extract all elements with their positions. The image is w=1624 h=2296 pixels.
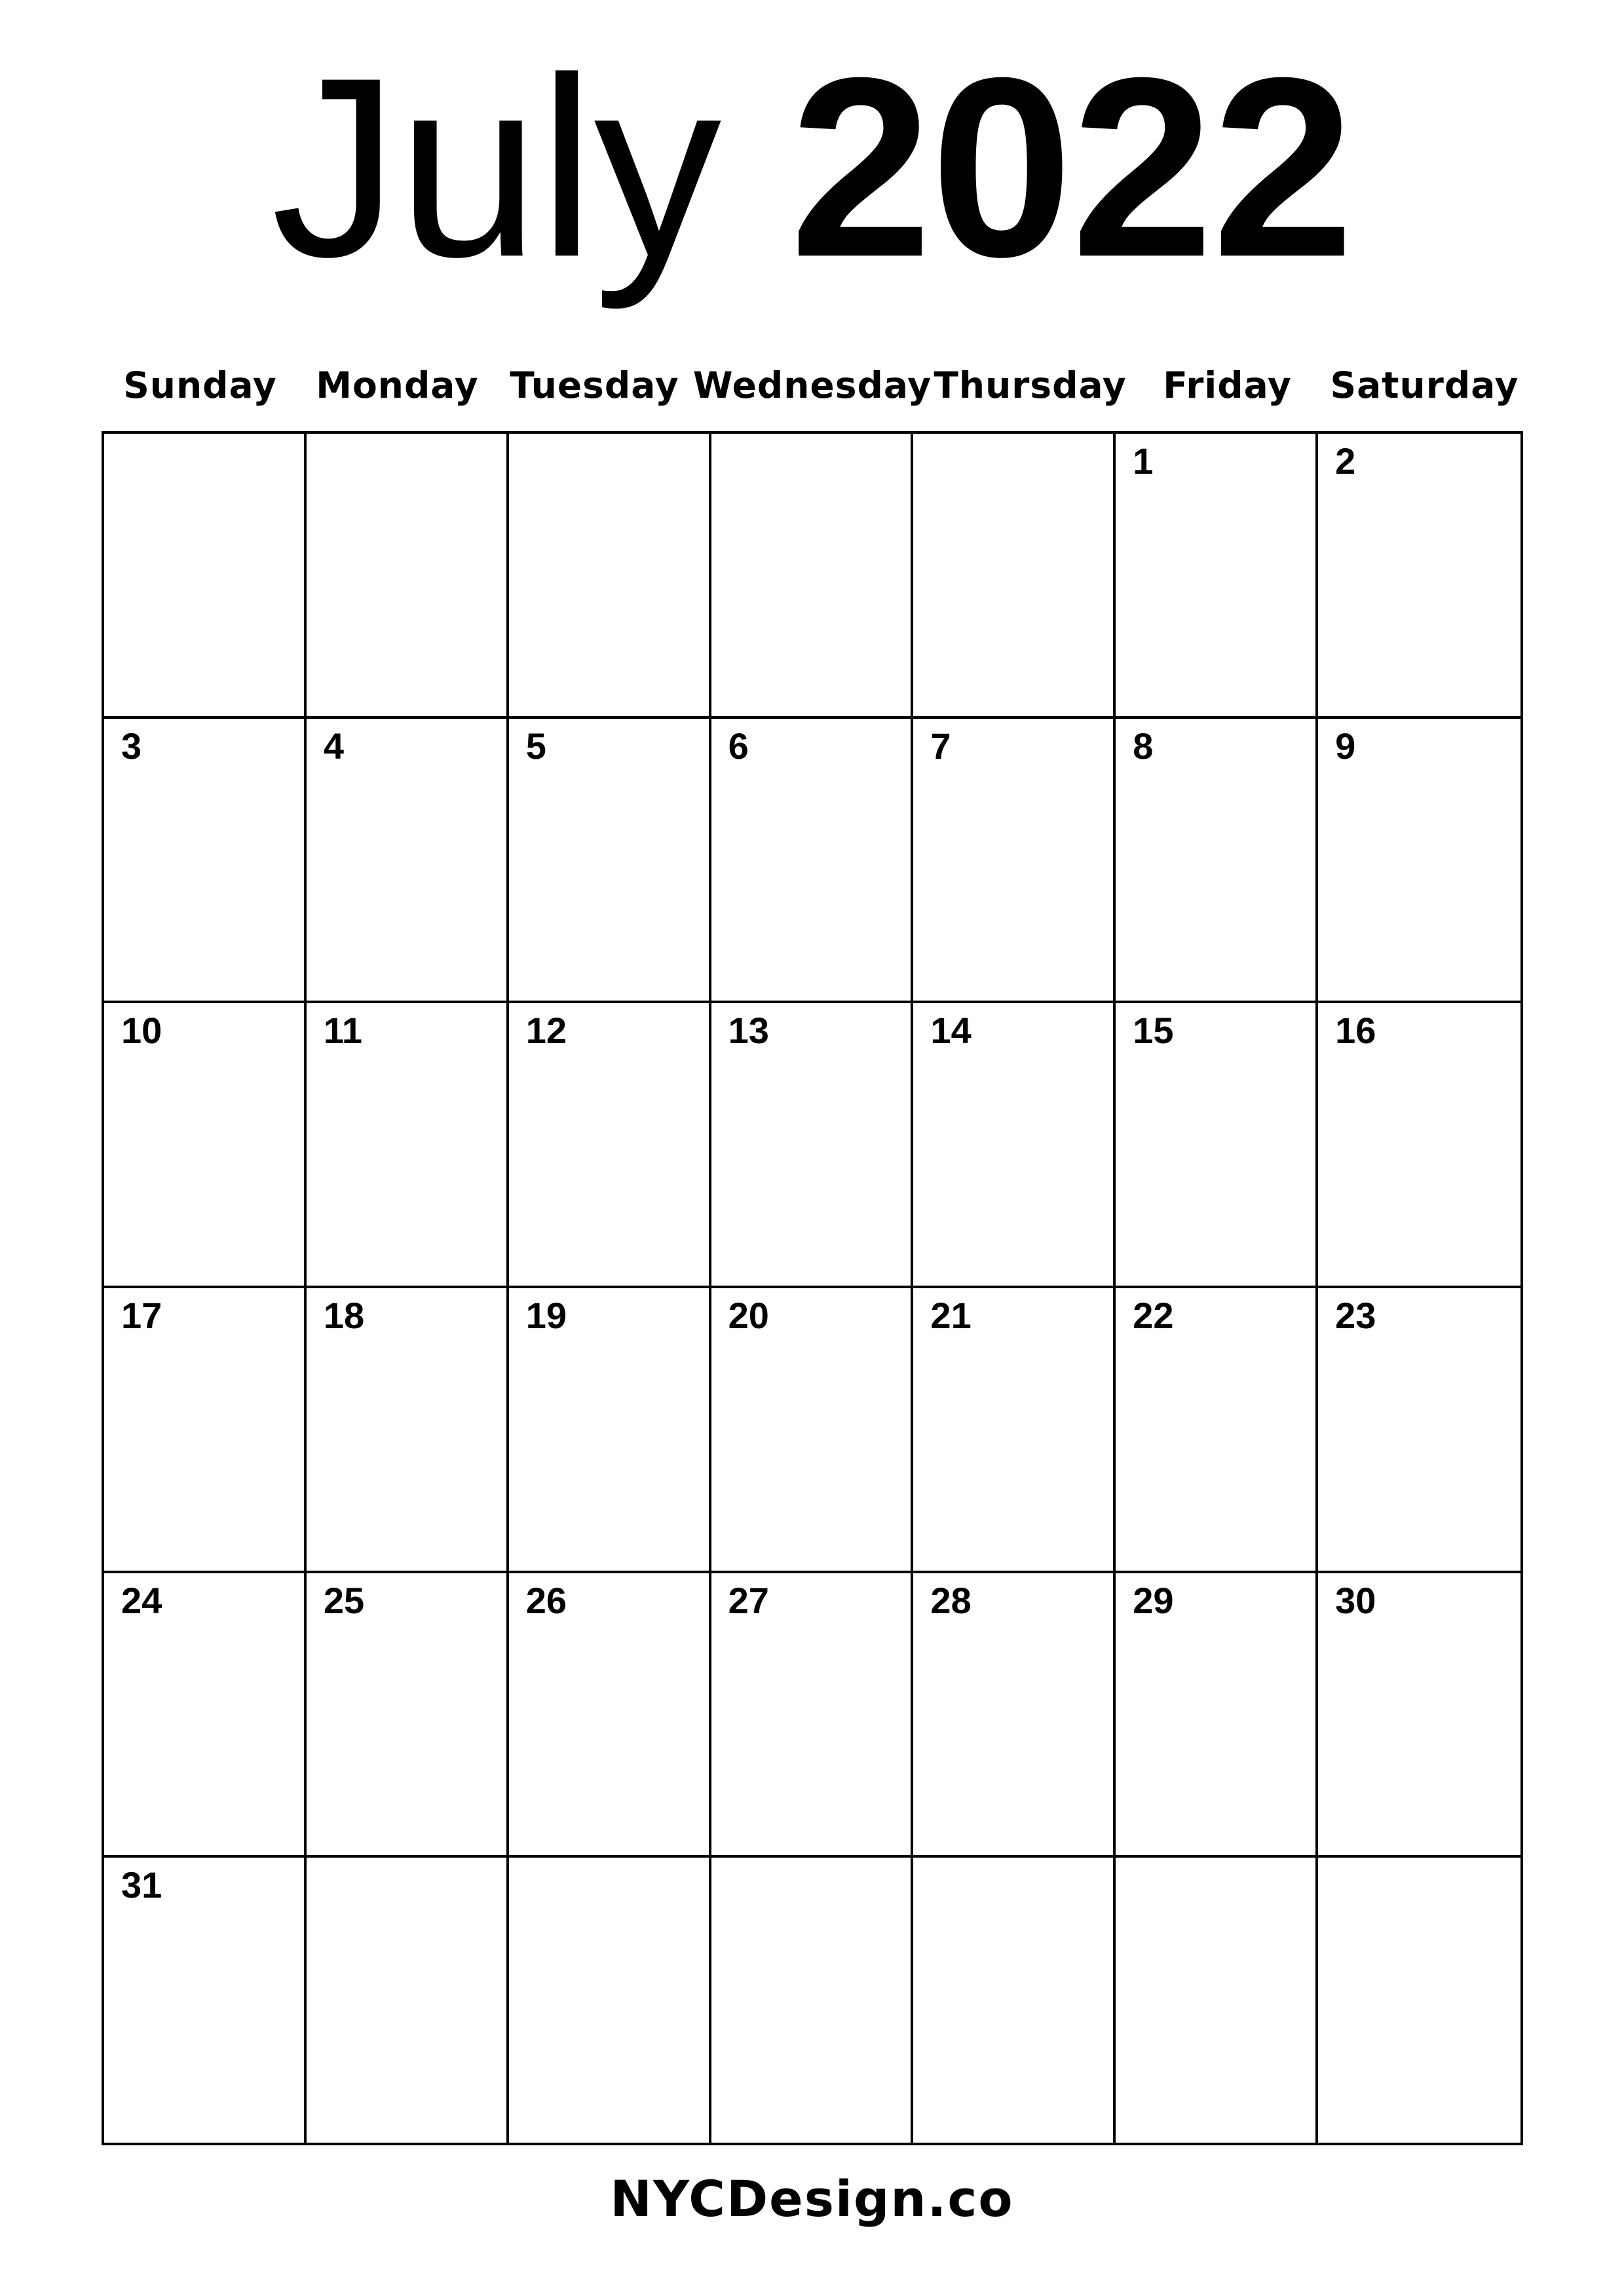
day-cell — [104, 1858, 307, 2143]
day-number: 9 — [1335, 725, 1356, 767]
day-cell — [104, 719, 307, 1004]
day-number: 4 — [323, 725, 344, 767]
day-number: 29 — [1133, 1579, 1174, 1621]
weekday-tuesday: Tuesday — [510, 364, 679, 406]
day-cell — [1318, 1573, 1520, 1858]
day-number: 30 — [1335, 1579, 1376, 1621]
day-cell — [1116, 1573, 1318, 1858]
day-cell — [711, 1288, 914, 1573]
weekday-monday: Monday — [316, 364, 479, 406]
day-cell — [509, 1573, 711, 1858]
day-cell — [1318, 434, 1520, 719]
day-cell — [1318, 719, 1520, 1004]
day-number: 18 — [323, 1294, 365, 1336]
day-cell — [509, 719, 711, 1004]
day-number: 2 — [1335, 440, 1356, 482]
calendar-title — [0, 24, 1624, 310]
day-cell — [1116, 1858, 1318, 2143]
day-number: 22 — [1133, 1294, 1174, 1336]
day-cell — [104, 1003, 307, 1288]
day-cell — [1318, 1858, 1520, 2143]
day-number: 13 — [728, 1010, 769, 1052]
day-cell — [307, 1573, 509, 1858]
day-number: 24 — [121, 1579, 162, 1621]
day-number: 7 — [930, 725, 951, 767]
year-label: 2022 — [789, 24, 1353, 310]
day-cell — [509, 434, 711, 719]
weekday-saturday: Saturday — [1330, 364, 1519, 406]
day-number: 17 — [121, 1294, 162, 1336]
day-number: 8 — [1133, 725, 1154, 767]
day-number: 5 — [525, 725, 546, 767]
day-cell — [711, 434, 914, 719]
day-cell — [1116, 434, 1318, 719]
weekday-sunday: Sunday — [123, 364, 277, 406]
day-number: 12 — [525, 1010, 567, 1052]
day-cell — [104, 1288, 307, 1573]
day-number: 10 — [121, 1010, 162, 1052]
day-cell — [509, 1003, 711, 1288]
day-cell — [307, 1288, 509, 1573]
day-cell — [1116, 1003, 1318, 1288]
day-cell — [913, 434, 1116, 719]
calendar-grid — [102, 431, 1523, 2145]
weekday-wednesday: Wednesday — [692, 364, 932, 406]
weekday-friday: Friday — [1163, 364, 1292, 406]
day-cell — [913, 719, 1116, 1004]
day-number: 27 — [728, 1579, 769, 1621]
day-number: 28 — [930, 1579, 972, 1621]
day-number: 26 — [525, 1579, 567, 1621]
day-cell — [711, 1003, 914, 1288]
day-number: 23 — [1335, 1294, 1376, 1336]
day-cell — [913, 1573, 1116, 1858]
day-cell — [104, 1573, 307, 1858]
day-number: 1 — [1133, 440, 1154, 482]
day-cell — [307, 1858, 509, 2143]
day-cell — [1318, 1003, 1520, 1288]
month-label: July — [271, 24, 721, 310]
day-cell — [913, 1003, 1116, 1288]
day-cell — [104, 434, 307, 719]
day-cell — [307, 1003, 509, 1288]
day-cell — [711, 1573, 914, 1858]
day-cell — [913, 1288, 1116, 1573]
day-number: 21 — [930, 1294, 972, 1336]
day-cell — [1318, 1288, 1520, 1573]
day-number: 20 — [728, 1294, 769, 1336]
day-cell — [509, 1858, 711, 2143]
day-cell — [711, 719, 914, 1004]
day-number: 19 — [525, 1294, 567, 1336]
day-cell — [509, 1288, 711, 1573]
day-cell — [711, 1858, 914, 2143]
day-number: 31 — [121, 1864, 162, 1906]
weekday-thursday: Thursday — [934, 364, 1127, 406]
day-number: 6 — [728, 725, 749, 767]
day-cell — [307, 434, 509, 719]
day-number: 14 — [930, 1010, 972, 1052]
weekday-header-row — [102, 359, 1523, 411]
day-number: 15 — [1133, 1010, 1174, 1052]
day-cell — [1116, 1288, 1318, 1573]
day-number: 25 — [323, 1579, 365, 1621]
day-cell — [1116, 719, 1318, 1004]
day-number: 3 — [121, 725, 142, 767]
footer-site-label: NYCDesign.co — [610, 2170, 1014, 2228]
day-number: 16 — [1335, 1010, 1376, 1052]
day-cell — [913, 1858, 1116, 2143]
day-number: 11 — [323, 1010, 363, 1052]
day-cell — [307, 719, 509, 1004]
